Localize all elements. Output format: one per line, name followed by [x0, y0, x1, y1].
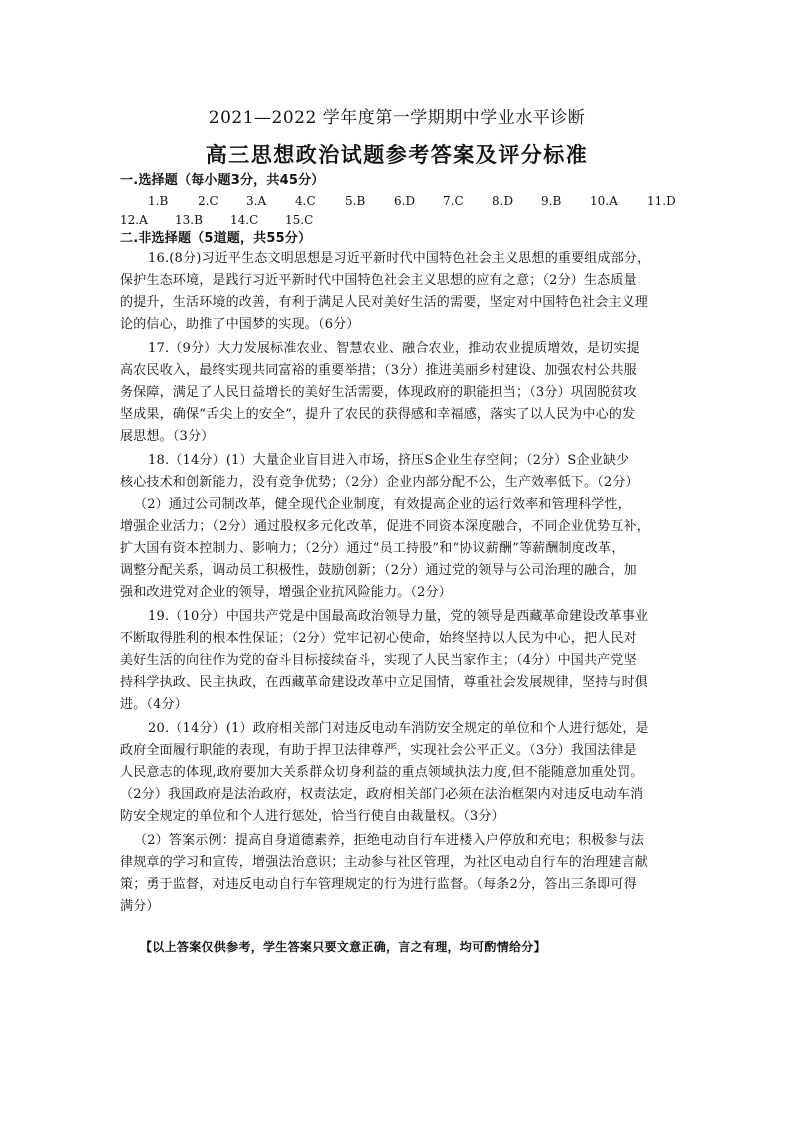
- answer-line: 防安全规定的单位和个人进行惩处，恰当行使自由裁量权。（3分）: [120, 809, 505, 824]
- mc-answer: 13.B: [175, 213, 203, 227]
- grading-note: 【以上答案仅供参考，学生答案只要文意正确，言之有理，均可酌情给分】: [140, 940, 546, 954]
- mc-answer: 1.B: [148, 194, 169, 208]
- mc-answer: 8.D: [492, 194, 514, 208]
- answer-line: 强和改进党对企业的领导，增强企业抗风险能力。（2分）: [120, 585, 452, 600]
- answer-line: 扩大国有资本控制力、影响力；（2分）通过“员工持股”和“协议薪酬”等薪酬制度改革，: [120, 541, 625, 556]
- answer-line: 美好生活的向往作为党的奋斗目标接续奋斗，实现了人民当家作主；（4分）中国共产党坚: [120, 653, 637, 668]
- answer-line: （2分）我国政府是法治政府，权责法定，政府相关部门必须在法治框架内对违反电动车消: [120, 787, 644, 802]
- section-heading-nonchoice: 二.非选择题（5道题，共55分）: [120, 231, 312, 246]
- mc-answer: 5.B: [345, 194, 366, 208]
- mc-answer: 14.C: [230, 213, 259, 227]
- answer-line: 18.（14分）(1）大量企业盲目进入市场，挤压S企业生存空间；（2分）S企业缺少: [148, 453, 630, 468]
- answer-line: 19.（10分）中国共产党是中国最高政治领导力量，党的领导是西藏革命建设改革事业: [148, 609, 649, 624]
- answer-line: 坚成果，确保“舌尖上的安全”，提升了农民的获得感和幸福感，落实了以人民为中心的发: [120, 407, 636, 422]
- answer-line: 策；勇于监督，对违反电动自行车管理规定的行为进行监督。（每条2分，答出三条即可得: [120, 877, 637, 892]
- mc-answer: 9.B: [541, 194, 562, 208]
- mc-answer: 2.C: [198, 194, 219, 208]
- answer-line: 增强企业活力；（2分）通过股权多元化改革，促进不同资本深度融合，不同企业优势互补，: [120, 519, 650, 534]
- exam-term-title: 2021—2022 学年度第一学期期中学业水平诊断: [208, 108, 586, 128]
- answer-line: 的提升，生活环境的改善，有利于满足人民对美好生活的需要，坚定对中国特色社会主义理: [120, 295, 649, 310]
- mc-answer: 7.C: [443, 194, 464, 208]
- answer-line: （2）通过公司制改革，健全现代企业制度，有效提高企业的运行效率和管理科学性，: [134, 497, 631, 512]
- answer-line: 持科学执政、民主执政，在西藏革命建设改革中立足国情，尊重社会发展规律，坚持与时俱: [120, 675, 649, 690]
- mc-answer: 3.A: [246, 194, 267, 208]
- answer-line: 政府全面履行职能的表现，有助于捍卫法律尊严，实现社会公平正义。（3分）我国法律是: [120, 743, 637, 758]
- answer-line: 律规章的学习和宣传，增强法治意识；主动参与社区管理，为社区电动自行车的治理建言献: [120, 855, 649, 870]
- answer-line: 务保障，满足了人民日益增长的美好生活需要，体现政府的职能担当；（3分）巩固脱贫攻: [120, 385, 637, 400]
- answer-line: 调整分配关系，调动员工积极性，鼓励创新；（2分）通过党的领导与公司治理的融合，加: [120, 563, 637, 578]
- answer-line: 20.（14分）(1）政府相关部门对违反电动车消防安全规定的单位和个人进行惩处，是: [148, 721, 649, 736]
- answer-line: （2）答案示例：提高自身道德素养，拒绝电动自行车进楼入户停放和充电；积极参与法: [134, 833, 645, 848]
- answer-line: 进。（4分）: [120, 697, 188, 712]
- answer-line: 满分）: [120, 899, 160, 914]
- answer-line: 不断取得胜利的根本性保证；（2分）党牢记初心使命，始终坚持以人民为中心，把人民对: [120, 631, 637, 646]
- answer-line: 保护生态环境，是践行习近平新时代中国特色社会主义思想的应有之意；（2分）生态质量: [120, 273, 637, 288]
- answer-line: 展思想。（3分）: [120, 429, 215, 444]
- mc-answer: 12.A: [120, 213, 148, 227]
- mc-answer: 4.C: [295, 194, 316, 208]
- answer-line: 17.（9分）大力发展标准农业、智慧农业、融合农业，推动农业提质增效，是切实提: [148, 341, 640, 356]
- mc-answer: 11.D: [647, 194, 676, 208]
- answer-line: 论的信心，助推了中国梦的实现。（6分）: [120, 317, 360, 332]
- answer-line: 人民意志的体现,政府要加大关系群众切身利益的重点领域执法力度,但不能随意加重处罚。: [120, 765, 644, 780]
- page-title: 高三思想政治试题参考答案及评分标准: [205, 143, 589, 167]
- answer-line: 16.(8分)习近平生态文明思想是习近平新时代中国特色社会主义思想的重要组成部分，: [148, 251, 651, 266]
- answer-line: 核心技术和创新能力，没有竞争优势；（2分）企业内部分配不公，生产效率低下。（2分）: [120, 475, 639, 490]
- answer-line: 高农民收入，最终实现共同富裕的重要举措；（3分）推进美丽乡村建设、加强农村公共服: [120, 363, 637, 378]
- mc-answer: 6.D: [394, 194, 416, 208]
- mc-answer: 15.C: [285, 213, 314, 227]
- mc-answer: 10.A: [590, 194, 618, 208]
- section-heading-choice: 一.选择题（每小题3分，共45分）: [120, 173, 325, 188]
